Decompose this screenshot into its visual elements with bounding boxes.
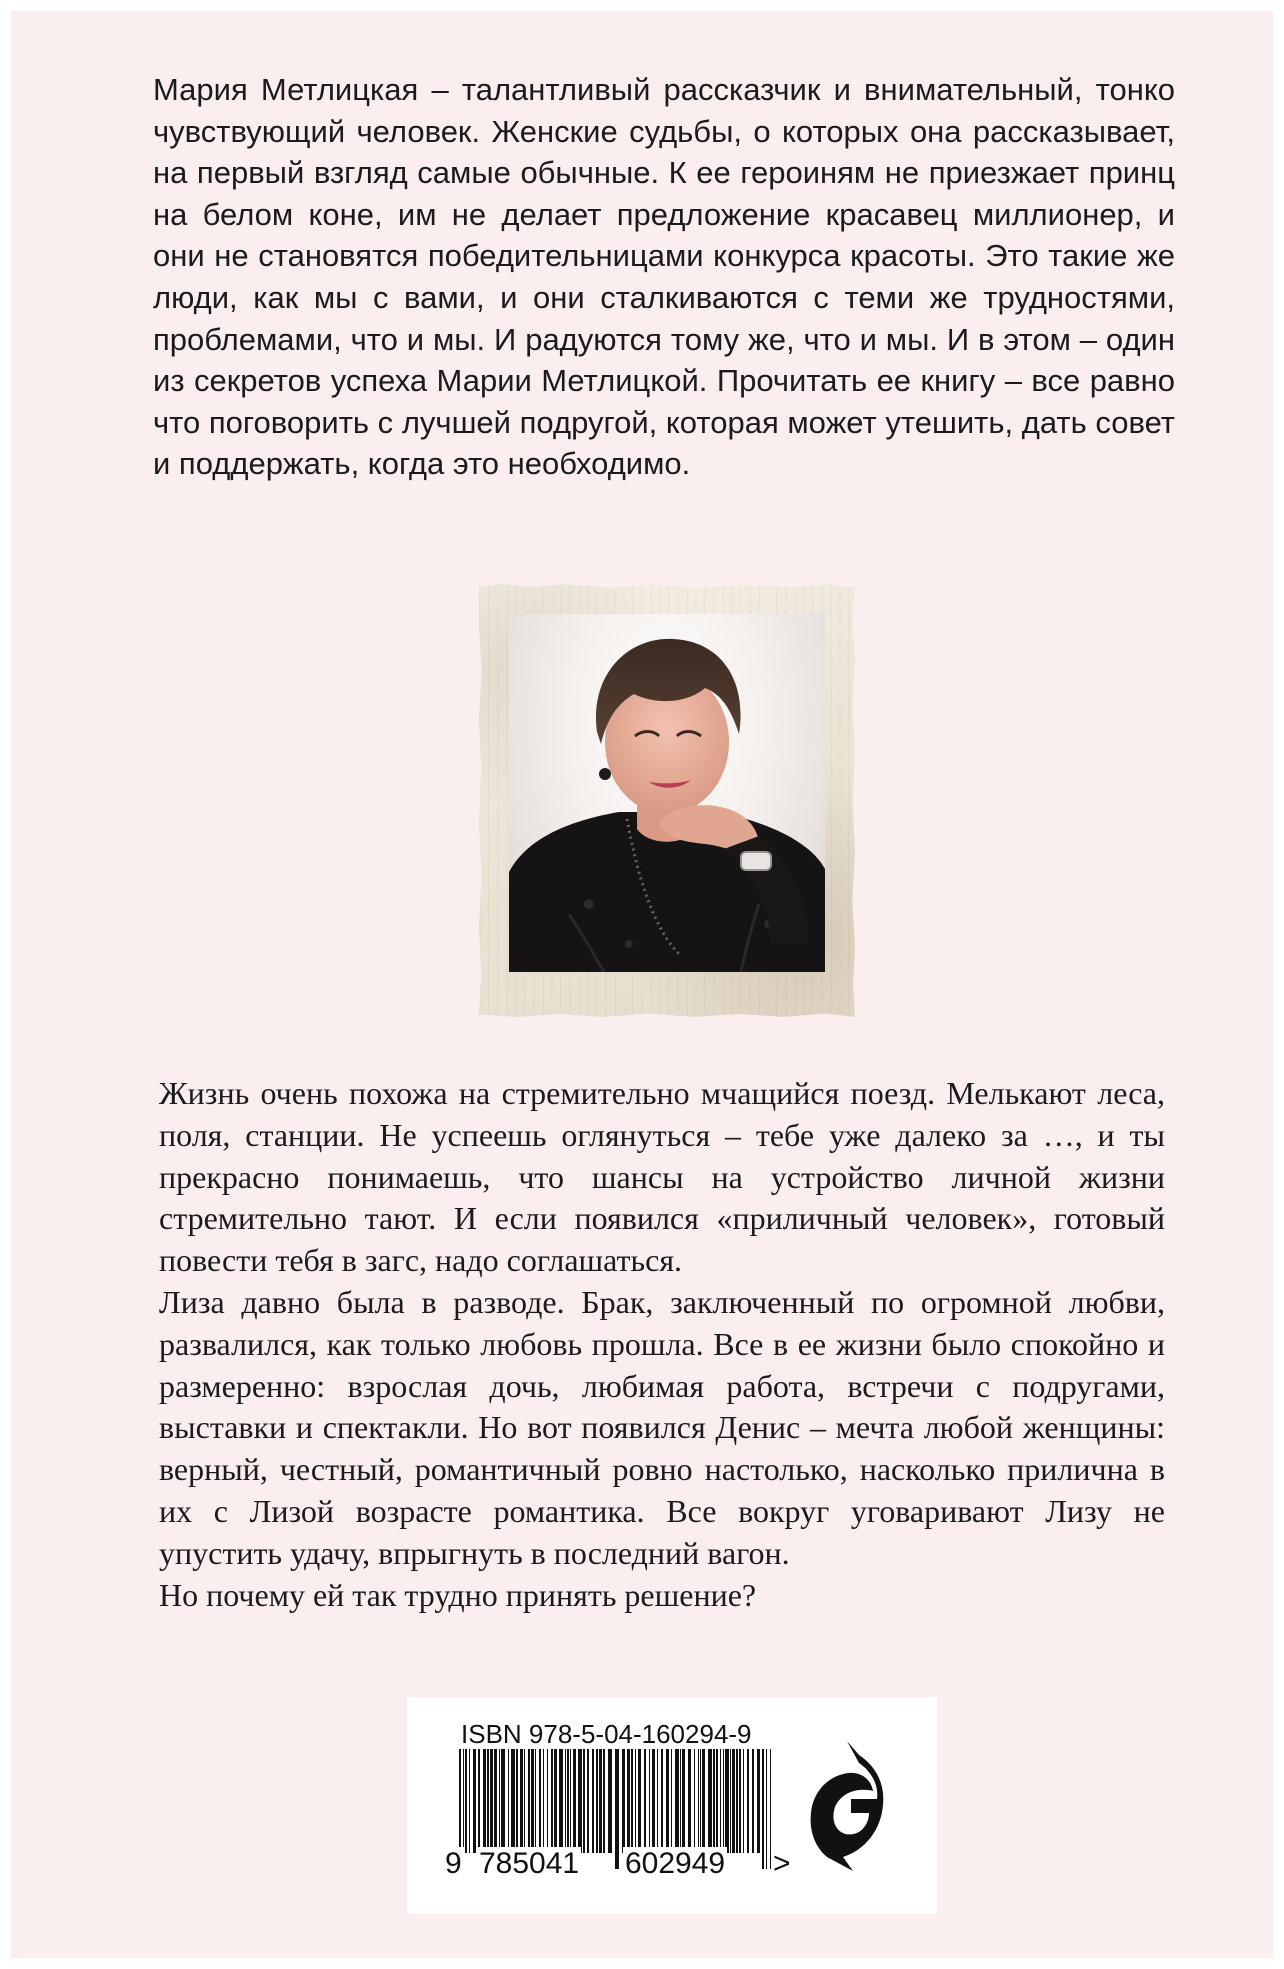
author-blurb: Мария Метлицкая – талантливый рассказчик и внимательный, тонко чувствующий человек. Женские судьбы, о которых она рассказывает, на первый взгляд самые обычные. К ее героиням не приезжает принц на белом коне, им не делает предложение красавец миллионер, и они не становятся победительницами конкурса красоты. Это такие же люди, как мы с вами, и они сталкиваются с теми же трудностями, проблемами, что и мы. И радуются тому же, что и мы. И в этом – один из секретов успеха Марии Метлицкой. Прочитать ее книгу – все равно что поговорить с лучшей подругой, которая может утешить, дать совет и поддержать, когда это необходимо. [153,72,1175,482]
barcode-bar [644,1749,646,1853]
barcode-bar [551,1749,553,1853]
barcode-bar [528,1749,530,1853]
barcode-bar [501,1749,505,1853]
barcode-bar [713,1749,715,1853]
book-back-cover [11,11,1273,1958]
barcode-bar [730,1749,731,1853]
barcode-bar [720,1749,721,1853]
barcode-panel [407,1697,937,1914]
barcode-right-digits: 602949 [625,1847,726,1880]
synopsis-paragraph: Но почему ей так трудно принять решение? [159,1576,757,1613]
barcode-bar [469,1749,470,1853]
barcode-bar [490,1749,493,1853]
barcode-bar [516,1749,518,1853]
barcode-bar [578,1749,582,1853]
barcode-bar [508,1749,509,1853]
barcode-bar [543,1749,544,1853]
barcode-bar [483,1749,486,1853]
barcode-left-digits: 785041 [479,1847,580,1880]
barcode-bar [559,1749,563,1853]
barcode-bar [757,1749,760,1853]
barcode-bar [631,1749,633,1853]
barcode-bar [570,1749,571,1853]
barcode-bar [478,1749,480,1853]
barcode-bar [732,1749,735,1853]
barcode-bar [573,1749,576,1853]
barcode-bar [622,1749,625,1853]
synopsis-paragraph: Жизнь очень похожа на стремительно мчащийся поезд. Мелькают леса, поля, станции. Не успеешь оглянуться – тебе уже далеко за …, и ты прекрасно понимаешь, что шансы на устройство личной жизни стремительно тают. И если появился «приличный человек», готовый повести тебя в загс, надо соглашаться. [159,1075,1165,1279]
barcode-bar [592,1749,594,1853]
barcode-bar [682,1749,685,1853]
barcode-bar [739,1749,741,1853]
barcode-bar [583,1749,585,1853]
barcode-bar [539,1749,541,1853]
barcode-bar [603,1749,605,1853]
author-portrait [509,614,825,972]
barcode-bar [599,1749,602,1853]
barcode-bar [587,1749,589,1853]
barcode-bar [661,1749,663,1853]
barcode-bar [666,1749,669,1853]
barcode-lead-digit: 9 [445,1847,462,1880]
barcode-bar [608,1749,612,1853]
barcode-bar [688,1749,691,1853]
barcode-digits [445,1847,791,1887]
isbn-number: ISBN 978-5-04-160294-9 [461,1719,752,1749]
barcode-bar [671,1749,672,1853]
barcode-bar [736,1749,738,1853]
barcode-bar [635,1749,636,1853]
barcode-bar [723,1749,724,1853]
barcode-bar [680,1749,681,1853]
barcode-bar [698,1749,699,1853]
barcode-bar [524,1749,525,1853]
barcode-bar [627,1749,630,1853]
barcode-bar [702,1749,705,1853]
barcode-bar [700,1749,701,1853]
barcode-quiet-mark: > [773,1847,791,1880]
barcode-bar [520,1749,523,1853]
eksmo-logo-icon [807,1735,887,1875]
barcode-bar [547,1749,548,1853]
barcode-bar [465,1749,467,1853]
barcode-bar [657,1749,658,1853]
barcode-bar [535,1749,536,1853]
barcode-bar [675,1749,679,1853]
barcode-bar [565,1749,566,1853]
barcode-bar [487,1749,489,1853]
barcode-bar [725,1749,729,1853]
synopsis-paragraph: Лиза давно была в разводе. Брак, заключенный по огромной любви, развалился, как только любовь прошла. Все в ее жизни было спокойно и размеренно: взрослая дочь, любимая работа, встречи с подругами, выставки и спектакли. Но вот появился Денис – мечта любой женщины: верный, честный, романтичный ровно настолько, насколько прилична в их с Лизой возрасте романтика. Все вокруг уговаривают Лизу не упустить удачу, впрыгнуть в последний вагон. [159,1283,1165,1571]
barcode-bar [708,1749,712,1853]
barcode-bar [716,1749,718,1853]
barcode-bar [567,1749,569,1853]
barcode-bar [499,1749,500,1853]
barcode-bar [649,1749,650,1853]
barcode-bar [473,1749,476,1853]
barcode-bar [554,1749,557,1853]
barcode-bar [596,1749,598,1853]
author-photo-frame [479,584,855,1017]
barcode-bar [511,1749,515,1853]
barcode-bar [638,1749,641,1853]
barcode-bar [531,1749,534,1853]
barcode-bar [752,1749,754,1853]
barcode-bar [743,1749,744,1853]
barcode-bar [494,1749,497,1853]
barcode-bar [694,1749,695,1853]
book-synopsis [159,1073,1165,1616]
barcode-bar [747,1749,749,1853]
barcode-bar [652,1749,655,1853]
